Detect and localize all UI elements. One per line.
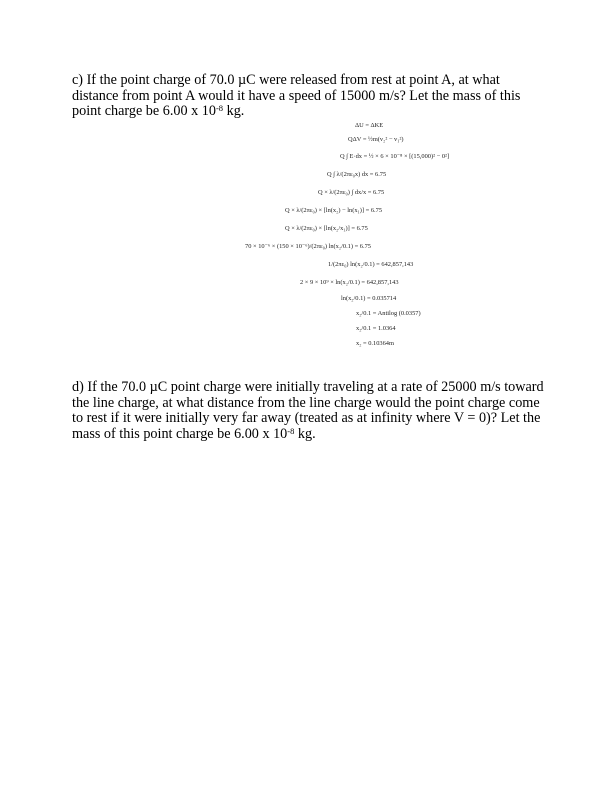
work-step-9: 1/(2πε₀) ln(x₂/0.1) = 642,857,143 (328, 261, 414, 268)
work-step-10: 2 × 9 × 10⁹ × ln(x₂/0.1) = 642,857,143 (300, 279, 399, 286)
work-step-13: x₂/0.1 = 1.0364 (356, 325, 396, 332)
work-step-12: x₂/0.1 = Antilog (0.0357) (356, 310, 421, 317)
work-step-8: 70 × 10⁻⁶ × (150 × 10⁻⁶)/(2πε₀) ln(x₂/0.1) = 6.75 (245, 243, 371, 250)
part-d-line-3: to rest if it were initially very far away (treated as at infinity where V = 0)? Let the (72, 410, 541, 427)
part-c-question (72, 73, 542, 120)
work-step-1: ΔU = ΔKE (355, 122, 384, 129)
work-step-5: Q × λ/(2πε₀) ∫ dx/x = 6.75 (318, 189, 385, 196)
part-d-exponent: -8 (287, 425, 295, 436)
part-d-line-1: d) If the 70.0 µC point charge were initially traveling at a rate of 25000 m/s toward (72, 379, 544, 395)
part-c-line-3-prefix: point charge be 6.00 x 10 (72, 103, 216, 120)
work-step-14: x₂ = 0.10364m (356, 340, 394, 347)
part-d-line-4-prefix: mass of this point charge be 6.00 x 10 (72, 425, 288, 442)
part-c-line-3 (72, 104, 542, 120)
part-d-line-2: the line charge, at what distance from the line charge would the point charge come (72, 394, 540, 411)
work-step-11: ln(x₂/0.1) = 0.035714 (341, 295, 397, 302)
work-step-6: Q × λ/(2πε₀) × [ln(x₂) − ln(x₁)] = 6.75 (285, 207, 383, 214)
work-step-2: QΔV = ½m(v₂² − v₁²) (348, 136, 404, 143)
handwritten-solution-work (0, 120, 612, 360)
part-c-line-3-suffix: kg. (223, 103, 245, 120)
part-c-line-1: c) If the point charge of 70.0 µC were released from rest at point A, at what (72, 72, 500, 88)
work-step-4: Q ∫ λ/(2πε₀x) dx = 6.75 (327, 171, 387, 178)
part-c-exponent: -8 (215, 103, 224, 114)
part-d-question (72, 380, 542, 442)
part-c-line-2: distance from point A would it have a speed of 15000 m/s? Let the mass of this (72, 87, 521, 104)
work-step-7: Q × λ/(2πε₀) × [ln(x₂/x₁)] = 6.75 (285, 225, 368, 232)
work-step-3: Q ∫ E·dx = ½ × 6 × 10⁻⁸ × [(15,000)² − 0²] (340, 153, 450, 160)
part-d-line-4-suffix: kg. (294, 425, 316, 442)
part-d-line-4 (72, 427, 542, 443)
